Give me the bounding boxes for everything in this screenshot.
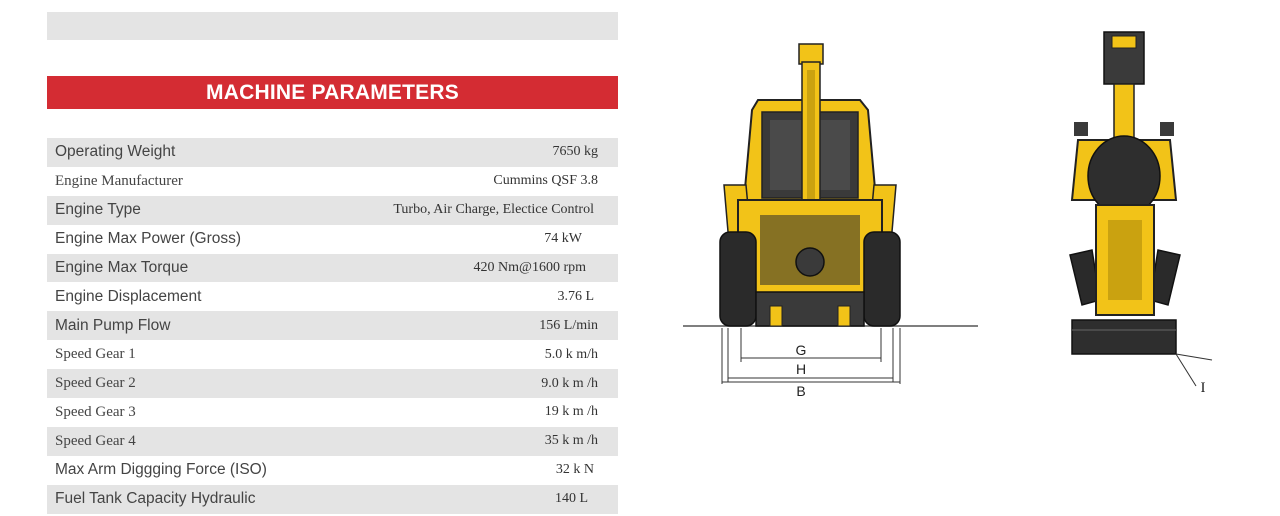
- dimension-label-h: H: [795, 361, 807, 377]
- top-banner-bar: [47, 12, 618, 40]
- spec-label: Engine Type: [55, 201, 141, 219]
- spec-label: Main Pump Flow: [55, 316, 171, 334]
- spec-row-engine-displacement: [47, 282, 618, 311]
- spec-value: 7650 kg: [552, 144, 598, 160]
- dimension-label-g: G: [795, 342, 807, 358]
- angle-indicator: [1176, 354, 1212, 386]
- spec-value: 74 kW: [544, 231, 582, 247]
- spec-value: 140 L: [554, 491, 588, 507]
- spec-row-max-arm-digging-force: [47, 456, 618, 485]
- section-header: [47, 76, 618, 109]
- spec-value: Cummins QSF 3.8: [493, 173, 598, 189]
- spec-row-speed-gear-4: [47, 427, 618, 456]
- spec-label: Speed Gear 3: [55, 403, 136, 420]
- spec-label: Speed Gear 4: [55, 432, 136, 449]
- spec-row-engine-max-torque: [47, 254, 618, 283]
- spec-value: 420 Nm@1600 rpm: [473, 260, 586, 275]
- spec-row-speed-gear-1: [47, 340, 618, 369]
- dimension-lines: [722, 328, 900, 384]
- spec-row-engine-max-power: [47, 225, 618, 254]
- spec-row-operating-weight: [47, 138, 618, 167]
- front-view-machine: [683, 44, 978, 326]
- spec-row-speed-gear-2: [47, 369, 618, 398]
- spec-value: 5.0 k m/h: [544, 346, 598, 362]
- spec-value: 156 L/min: [539, 317, 598, 333]
- spec-value: 9.0 k m /h: [541, 375, 598, 391]
- spec-value: 19 k m /h: [544, 404, 598, 420]
- spec-label: Engine Displacement: [55, 287, 202, 305]
- spec-row-main-pump-flow: [47, 311, 618, 340]
- section-title: MACHINE PARAMETERS: [206, 80, 459, 104]
- spec-row-engine-manufacturer: [47, 167, 618, 196]
- spec-label: Engine Manufacturer: [55, 172, 183, 189]
- rear-view-machine: [1070, 32, 1180, 354]
- spec-label: Fuel Tank Capacity Hydraulic: [55, 490, 256, 508]
- spec-label: Engine Max Torque: [55, 259, 189, 276]
- spec-row-fuel-tank-capacity: [47, 485, 618, 514]
- spec-label: Engine Max Power (Gross): [55, 230, 242, 248]
- dimension-label-b: B: [796, 383, 806, 399]
- spec-table: [47, 138, 618, 514]
- spec-value: 32 k N: [555, 462, 594, 478]
- spec-row-engine-type: [47, 196, 618, 225]
- spec-value: 3.76 L: [557, 288, 594, 304]
- spec-label: Speed Gear 1: [55, 346, 136, 363]
- spec-label: Max Arm Diggging Force (ISO): [55, 461, 267, 479]
- spec-row-speed-gear-3: [47, 398, 618, 427]
- dimension-label-i: I: [1200, 380, 1206, 396]
- machine-dimension-diagram: [660, 30, 1260, 410]
- spec-value: 35 k m /h: [544, 433, 598, 449]
- spec-value: Turbo, Air Charge, Electice Control: [393, 202, 594, 218]
- spec-label: Operating Weight: [55, 143, 176, 161]
- spec-label: Speed Gear 2: [55, 375, 136, 392]
